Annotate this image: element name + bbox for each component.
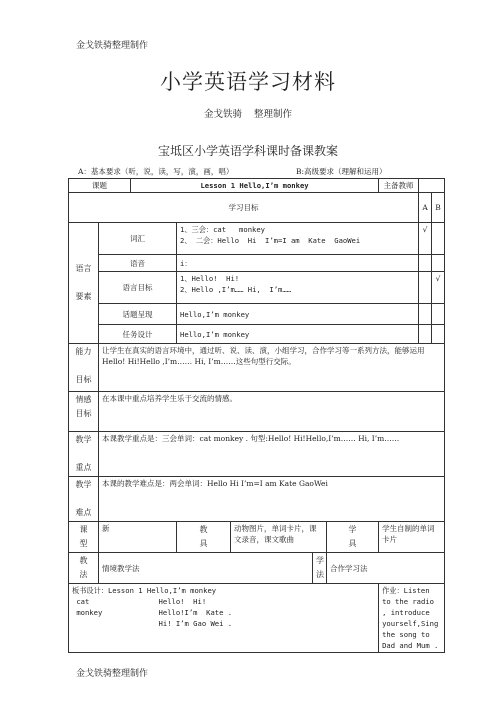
key-label-1: 教学	[75, 435, 92, 444]
stool-label-2: 具	[348, 539, 357, 548]
language-elements-label	[69, 223, 99, 344]
difficulty-label	[69, 477, 99, 522]
teaching-tools-value: 动物图片，单词卡片，课文录音，课文歌曲	[231, 522, 327, 553]
emotion-label	[69, 392, 99, 432]
language-label-1: 语言	[75, 264, 92, 273]
key-label-2: 重点	[75, 463, 92, 472]
teacher-label: 主备教师	[379, 179, 419, 193]
teaching-method-label	[69, 553, 99, 584]
key-point-value: 本课教学重点是：三会单词：cat monkey . 句型:Hello! Hi!Hello,I’m…… Hi, I’m……	[99, 432, 445, 477]
basic-requirement: A：基本要求（听，说，读，写，演，画，唱）	[78, 167, 234, 176]
board-line-1: 板书设计：Lesson 1 Hello,I’m monkey	[72, 586, 217, 595]
tool-label-2: 具	[199, 539, 208, 548]
homework: 作业：Listen to the radio , introduce yourself,Sing the song to Dad and Mum .	[379, 584, 445, 653]
lm-label-1: 学	[316, 556, 324, 565]
topic-show-value: Hello,I’m monkey	[177, 304, 419, 325]
phonics-b-mark	[432, 255, 445, 272]
teaching-tools-label	[177, 522, 231, 553]
teaching-method-value: 情境教学法	[99, 553, 313, 584]
topic-label: 课题	[69, 179, 131, 193]
lesson-plan-table	[68, 178, 445, 653]
phonics-value: i：	[177, 255, 419, 272]
diff-label-2: 难点	[75, 508, 92, 517]
topic-show-label: 话题呈现	[99, 304, 177, 325]
col-a-label: A	[419, 193, 432, 223]
board-line-3: monkey Hello!I’m Kate .	[72, 608, 233, 617]
vocab-label: 词汇	[99, 223, 177, 255]
phonics-a-mark	[419, 255, 432, 272]
tm-label-2: 法	[79, 570, 88, 579]
phonics-label: 语音	[99, 255, 177, 272]
tm-label-1: 教	[79, 556, 88, 565]
vocab-line-2: 2、 二会：Hello Hi I’m=I am Kate GaoWei	[180, 236, 361, 245]
learning-method-label	[313, 553, 327, 584]
task-value: Hello,I’m monkey	[177, 325, 419, 344]
target-line-2: 2、Hello ,I’m…… Hi, I’m……	[180, 285, 292, 294]
ability-label	[69, 344, 99, 392]
ability-value: 让学生在真实的语言环境中，通过听、说、读、演，小组学习，合作学习等一系列方法，能够运用 Hello! Hi!Hello ,I’m…… Hi, I’m……这些句型行交际。	[99, 344, 445, 392]
advanced-requirement: B:高级要求（理解和运用）	[296, 167, 387, 176]
target-label: 语言目标	[99, 272, 177, 304]
ability-label-2: 目标	[75, 375, 92, 384]
key-point-label	[69, 432, 99, 477]
emotion-label-1: 情感	[75, 395, 92, 404]
tool-label-1: 教	[199, 525, 208, 534]
page-footer: 金戈铁骑整理制作	[76, 669, 149, 679]
learning-method-value: 合作学习法	[327, 553, 445, 584]
task-label: 任务设计	[99, 325, 177, 344]
type-label-1: 课	[79, 525, 88, 534]
lesson-type-label	[69, 522, 99, 553]
target-a-mark	[419, 272, 432, 304]
goals-label: 学习目标	[69, 193, 419, 223]
ability-label-1: 能力	[75, 347, 92, 356]
language-label-2: 要素	[75, 292, 92, 301]
teacher-value	[419, 179, 445, 193]
topic-value: Lesson 1 Hello,I’m monkey	[131, 179, 379, 193]
target-value	[177, 272, 419, 304]
lesson-type-value: 新	[99, 522, 177, 553]
vocab-value	[177, 223, 419, 255]
vocab-a-mark: √	[419, 223, 432, 255]
student-tools-label	[327, 522, 379, 553]
diff-label-1: 教学	[75, 480, 92, 489]
lesson-plan-title: 宝坻区小学英语学科课时备课教案	[157, 144, 338, 158]
difficulty-value: 本课的教学难点是：两会单词：Hello Hi I’m=I am Kate GaoWei	[99, 477, 445, 522]
material-subtitle: 金戈铁骑 整理制作	[203, 109, 293, 120]
emotion-value: 在本课中重点培养学生乐于交流的情感。	[99, 392, 445, 432]
vocab-line-1: 1、三会：cat monkey	[180, 225, 266, 234]
task-b	[432, 325, 445, 344]
page-header: 金戈铁骑整理制作	[76, 41, 149, 51]
topic-show-b	[432, 304, 445, 325]
vocab-b-mark	[432, 223, 445, 255]
type-label-2: 型	[79, 539, 88, 548]
board-line-2: cat Hello! Hi!	[72, 597, 207, 606]
target-line-1: 1、Hello! Hi!	[180, 274, 240, 283]
col-b-label: B	[432, 193, 445, 223]
board-design	[69, 584, 379, 653]
lm-label-2: 法	[316, 570, 324, 579]
target-b-mark: √	[432, 272, 445, 304]
topic-show-a	[419, 304, 432, 325]
task-a	[419, 325, 432, 344]
stool-label-1: 学	[348, 525, 357, 534]
student-tools-value: 学生自制的单词卡片	[379, 522, 445, 553]
board-line-4: Hi! I’m Gao Wei .	[72, 619, 233, 628]
material-title: 小学英语学习材料	[160, 70, 336, 94]
emotion-label-2: 目标	[75, 409, 92, 418]
